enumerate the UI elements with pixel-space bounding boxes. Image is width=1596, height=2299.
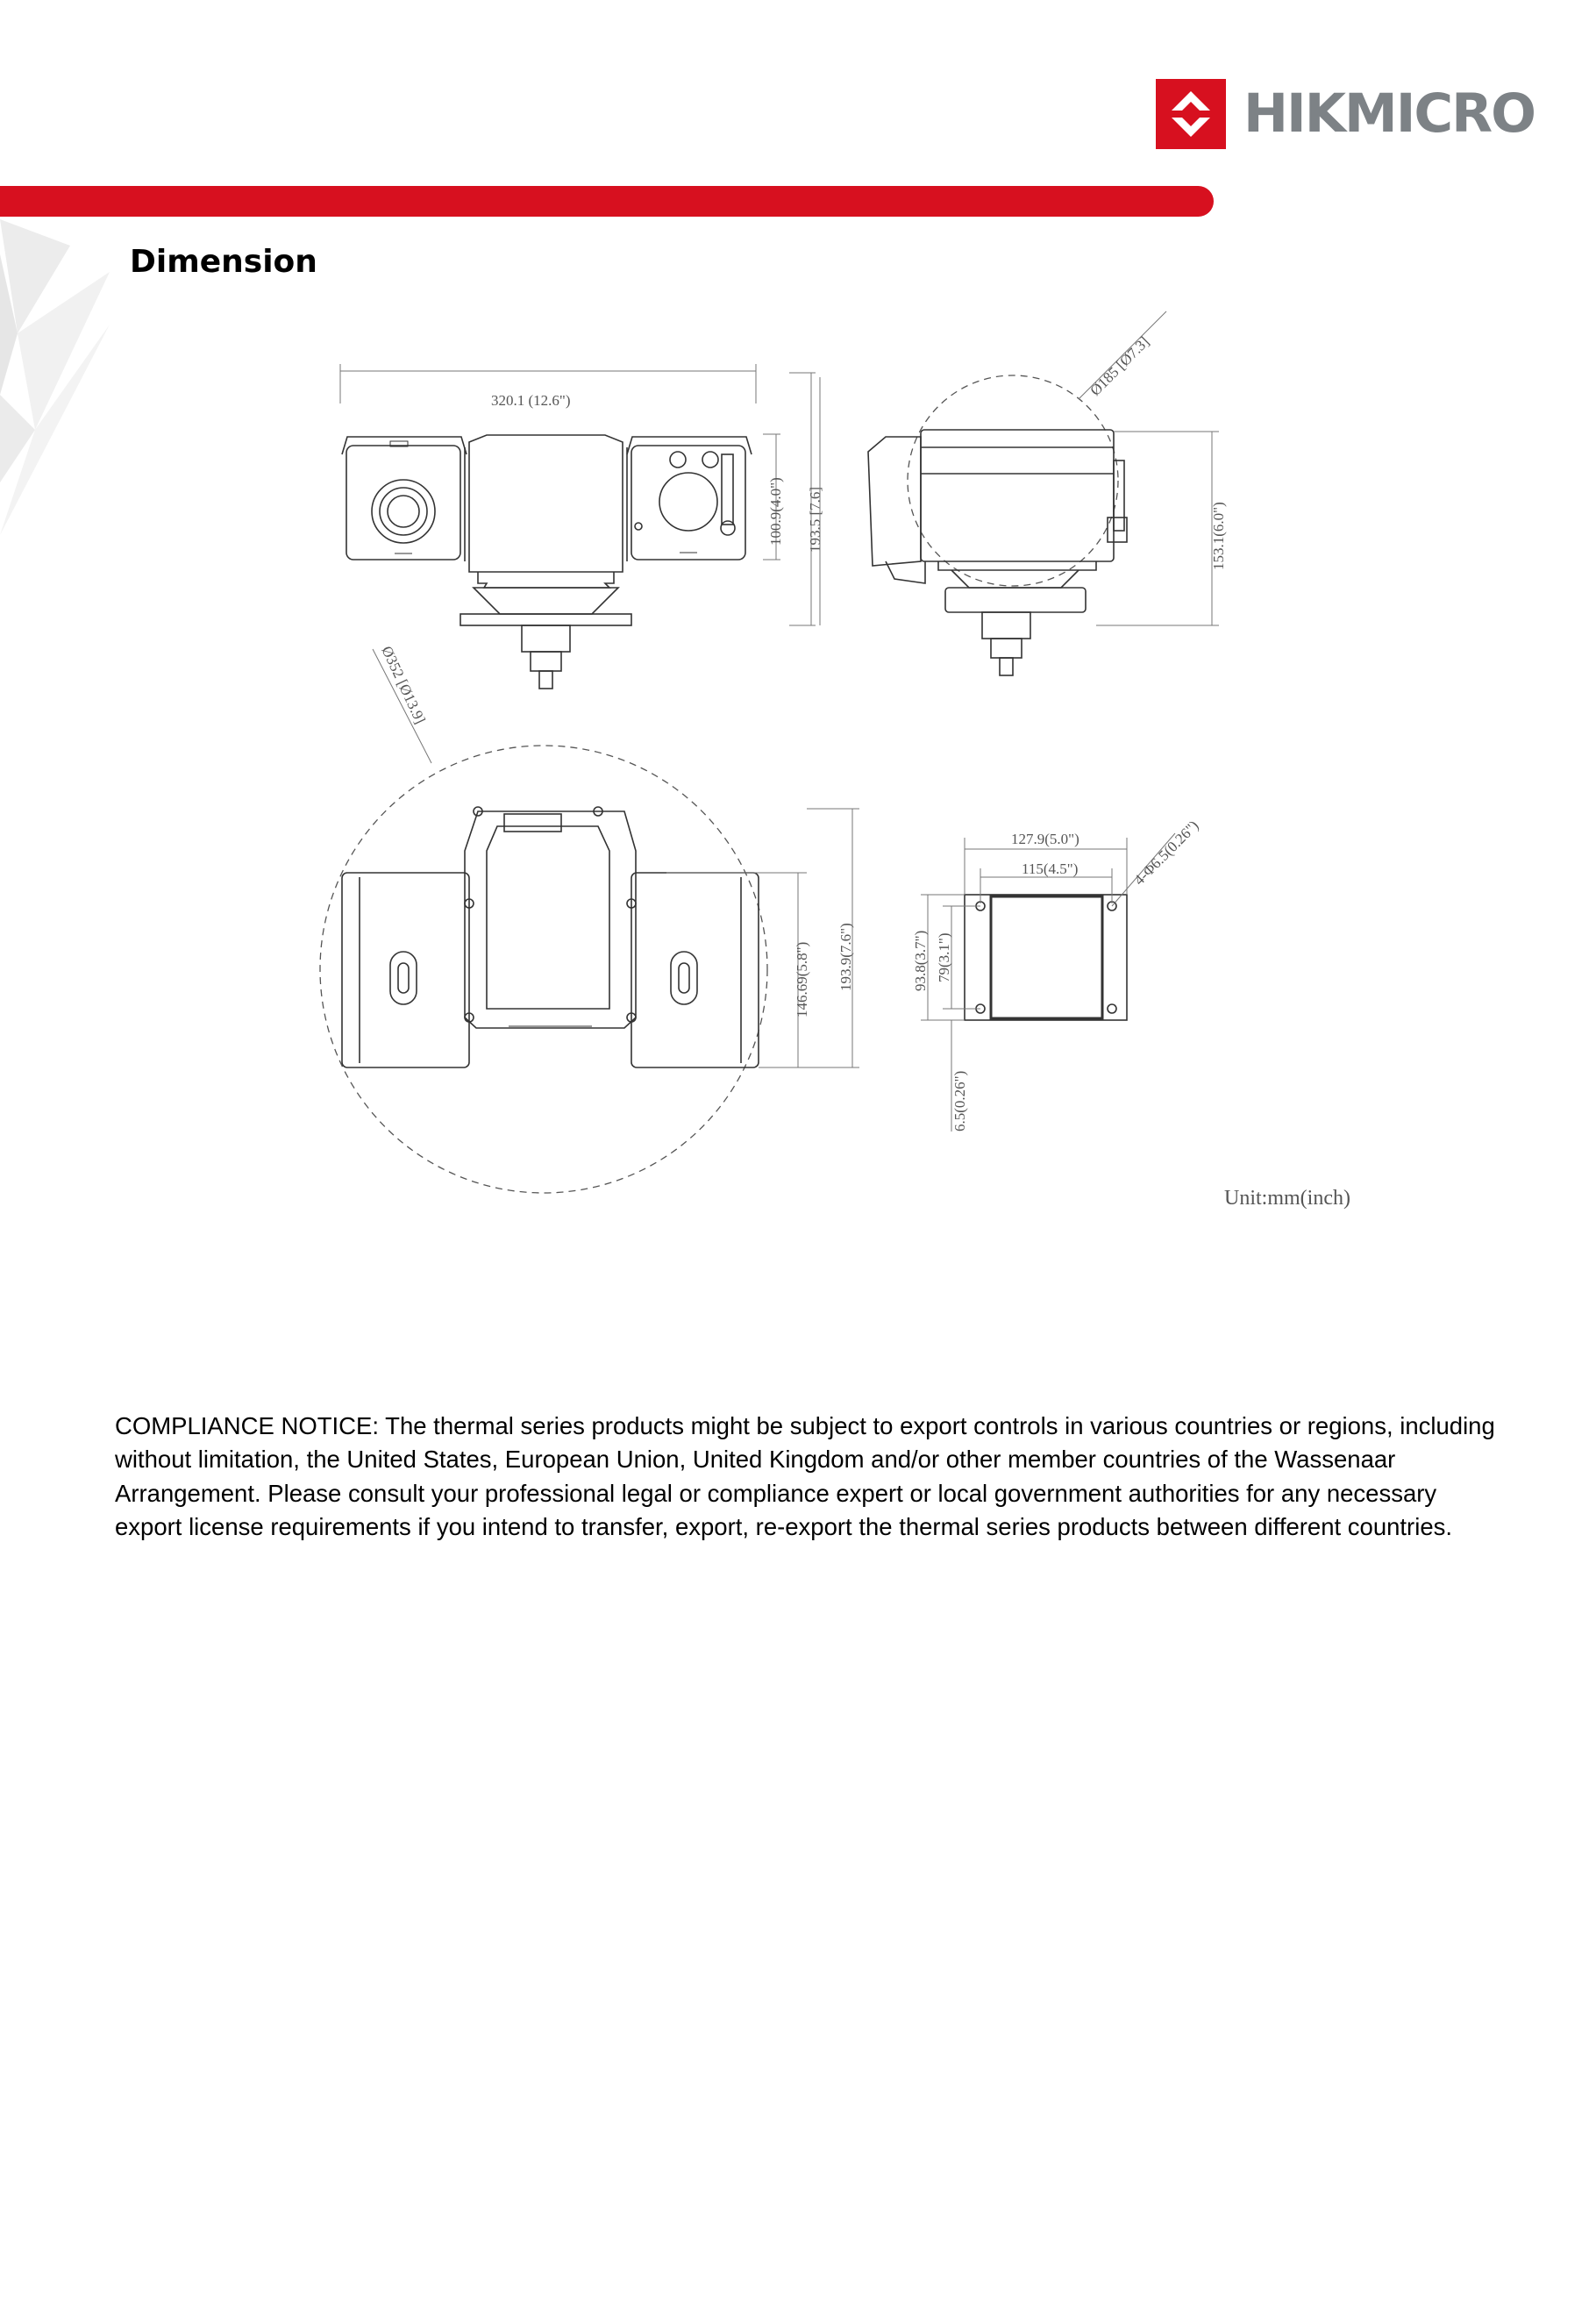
- base-thickness-label: 6.5(0.26"): [951, 1070, 968, 1132]
- base-hole-spacing-x-label: 115(4.5"): [1022, 860, 1079, 877]
- side-height-label: 153.1(6.0"): [1210, 502, 1227, 570]
- section-title: Dimension: [130, 244, 317, 280]
- front-housing-height-label: 100.9(4.0"): [767, 477, 784, 546]
- front-width-label: 320.1 (12.6"): [491, 392, 571, 409]
- base-hole-spacing-y-label: 79(3.1"): [936, 932, 952, 982]
- hikmicro-diamond-logo-icon: [1156, 79, 1226, 149]
- base-plate-view: [912, 818, 1202, 1132]
- top-depth-small-label: 146.69(5.8"): [794, 941, 810, 1017]
- base-outer-width-label: 127.9(5.0"): [1011, 831, 1079, 847]
- unit-label: Unit:mm(inch): [1224, 1187, 1350, 1210]
- side-view: [820, 311, 1227, 675]
- front-total-height-label: 193.5 [7.6]: [807, 486, 823, 553]
- header-red-band: [0, 186, 1214, 217]
- base-outer-depth-label: 93.8(3.7"): [912, 930, 929, 991]
- top-rotation-diameter-label: Ø352 [Ø13.9]: [378, 643, 429, 727]
- decorative-shard-watermark: [0, 219, 123, 553]
- top-view: [320, 644, 859, 1193]
- base-holes-label: 4-Φ6.5(0.26"): [1130, 817, 1202, 889]
- brand-logo: [1156, 79, 1535, 153]
- dimension-drawing: [289, 298, 1377, 1228]
- front-view: [340, 364, 823, 689]
- top-depth-large-label: 193.9(7.6"): [837, 923, 854, 991]
- compliance-notice: COMPLIANCE NOTICE: The thermal series products might be subject to export controls in various countries or regions, including without limitation, the United States, European Union, United Kingdom and/or other member countries of the Wassenaar Arrangement. Please consult your professional legal or compliance expert or local government authorities for any necessary export license requirements if you intend to transfer, export, re-export the thermal series products between different countries.: [115, 1412, 1495, 1541]
- side-rotation-diameter-label: Ø185 [Ø7.3]: [1087, 332, 1153, 399]
- brand-name: HIKMICRO: [1243, 82, 1535, 145]
